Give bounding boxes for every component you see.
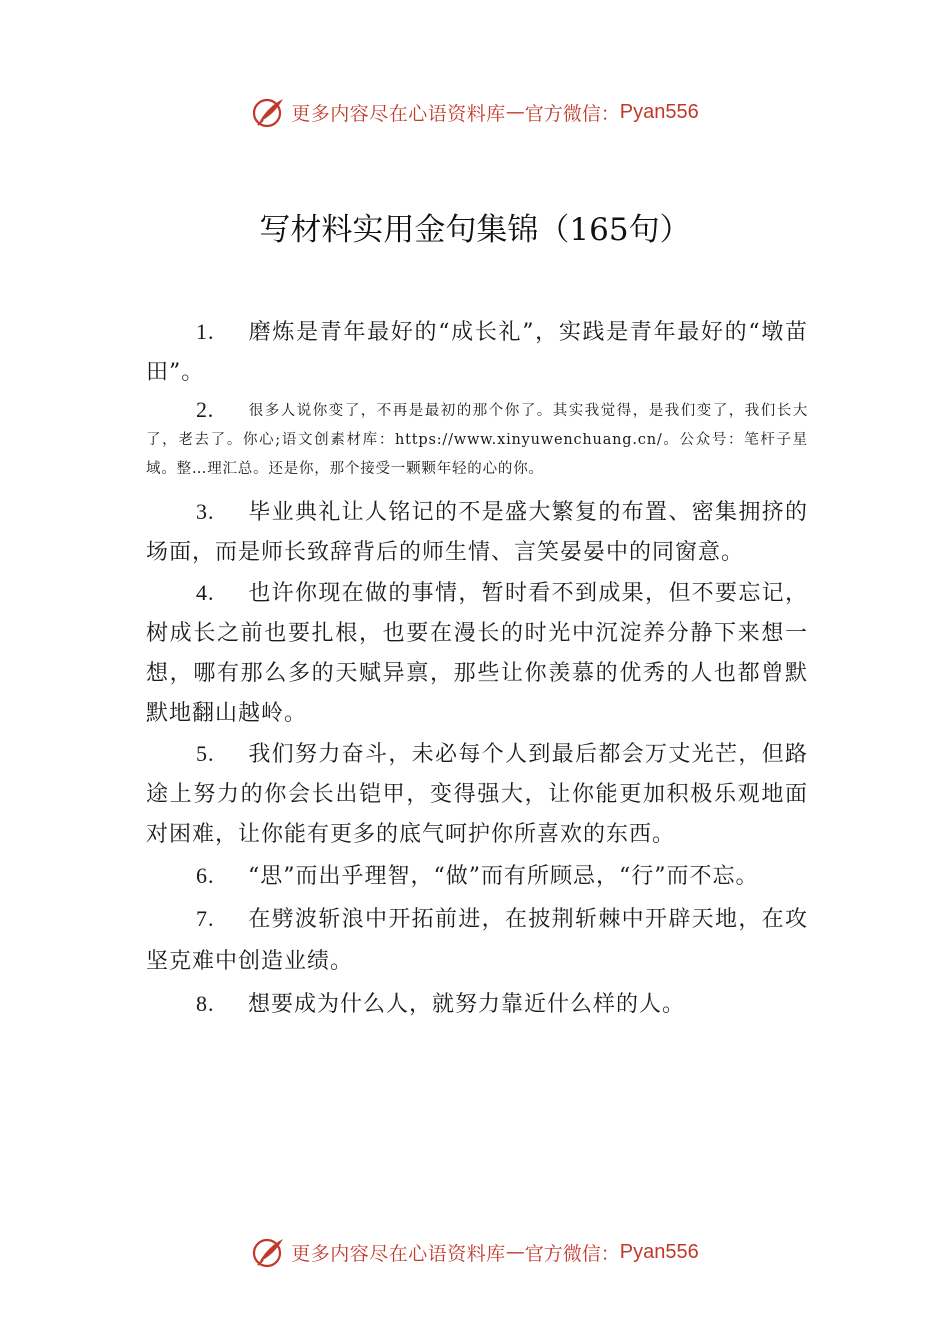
list-item (146, 734, 808, 855)
item-text: 很多人说你变了，不再是最初的那个你了。其实我觉得，是我们变了，我们长大了，老去了。你心;语文创素材库：https://www.xinyuwenchuang.cn/。公众号：笔杆子星域。整…理汇总。还是你，那个接受一颗颗年轻的心的你。 (146, 403, 808, 477)
banner-separator: — (505, 1241, 525, 1263)
banner-separator: — (505, 101, 525, 123)
quote-list (146, 312, 808, 1026)
item-number: 4. (196, 580, 215, 605)
list-item (146, 855, 808, 898)
item-text: 毕业典礼让人铭记的不是盛大繁复的布置、密集拥挤的场面，而是师长致辞背后的师生情、言笑晏晏中的同窗意。 (146, 500, 808, 565)
banner-wechat-id: Pyan556 (619, 100, 699, 123)
banner-wechat-label: 官方微信： (524, 102, 620, 125)
item-text: 在劈波斩浪中开拓前进，在披荆斩棘中开辟天地，在攻坚克难中创造业绩。 (146, 907, 808, 974)
item-number: 5. (196, 741, 215, 766)
feather-pen-logo-icon (251, 94, 287, 130)
banner-site-text: 更多内容尽在心语资料库 (291, 102, 506, 125)
item-number: 2. (196, 397, 215, 422)
item-text: 我们努力奋斗，未必每个人到最后都会万丈光芒，但路途上努力的你会长出铠甲，变得强大，让你能更加积极乐观地面对困难，让你能有更多的底气呵护你所喜欢的东西。 (146, 742, 808, 847)
item-text: “思”而出乎理智，“做”而有所顾忌，“行”而不忘。 (248, 864, 759, 889)
item-text: 也许你现在做的事情，暂时看不到成果，但不要忘记，树成长之前也要扎根，也要在漫长的时光中沉淀养分静下来想一想，哪有那么多的天赋异禀，那些让你羡慕的优秀的人也都曾默默地翻山越岭。 (146, 581, 808, 726)
item-number: 1. (196, 319, 215, 344)
item-number: 6. (196, 863, 215, 888)
list-item (146, 898, 808, 983)
document-title: 写材料实用金句集锦（165句） (259, 212, 691, 248)
footer-banner (0, 1232, 950, 1272)
banner-site-text: 更多内容尽在心语资料库 (291, 1242, 506, 1265)
item-number: 3. (196, 499, 215, 524)
item-number: 8. (196, 991, 215, 1016)
item-number: 7. (196, 906, 215, 931)
banner-wechat-label: 官方微信： (524, 1242, 620, 1265)
feather-pen-logo-icon (251, 1234, 287, 1270)
header-banner (0, 92, 950, 132)
list-item (146, 492, 808, 573)
item-text: 想要成为什么人，就努力靠近什么样的人。 (248, 992, 686, 1017)
list-item (146, 573, 808, 734)
list-item (146, 312, 808, 393)
item-text: 磨炼是青年最好的“成长礼”，实践是青年最好的“墩苗田”。 (146, 320, 808, 385)
list-item (146, 983, 808, 1026)
banner-wechat-id: Pyan556 (619, 1240, 699, 1263)
list-item (146, 395, 808, 484)
